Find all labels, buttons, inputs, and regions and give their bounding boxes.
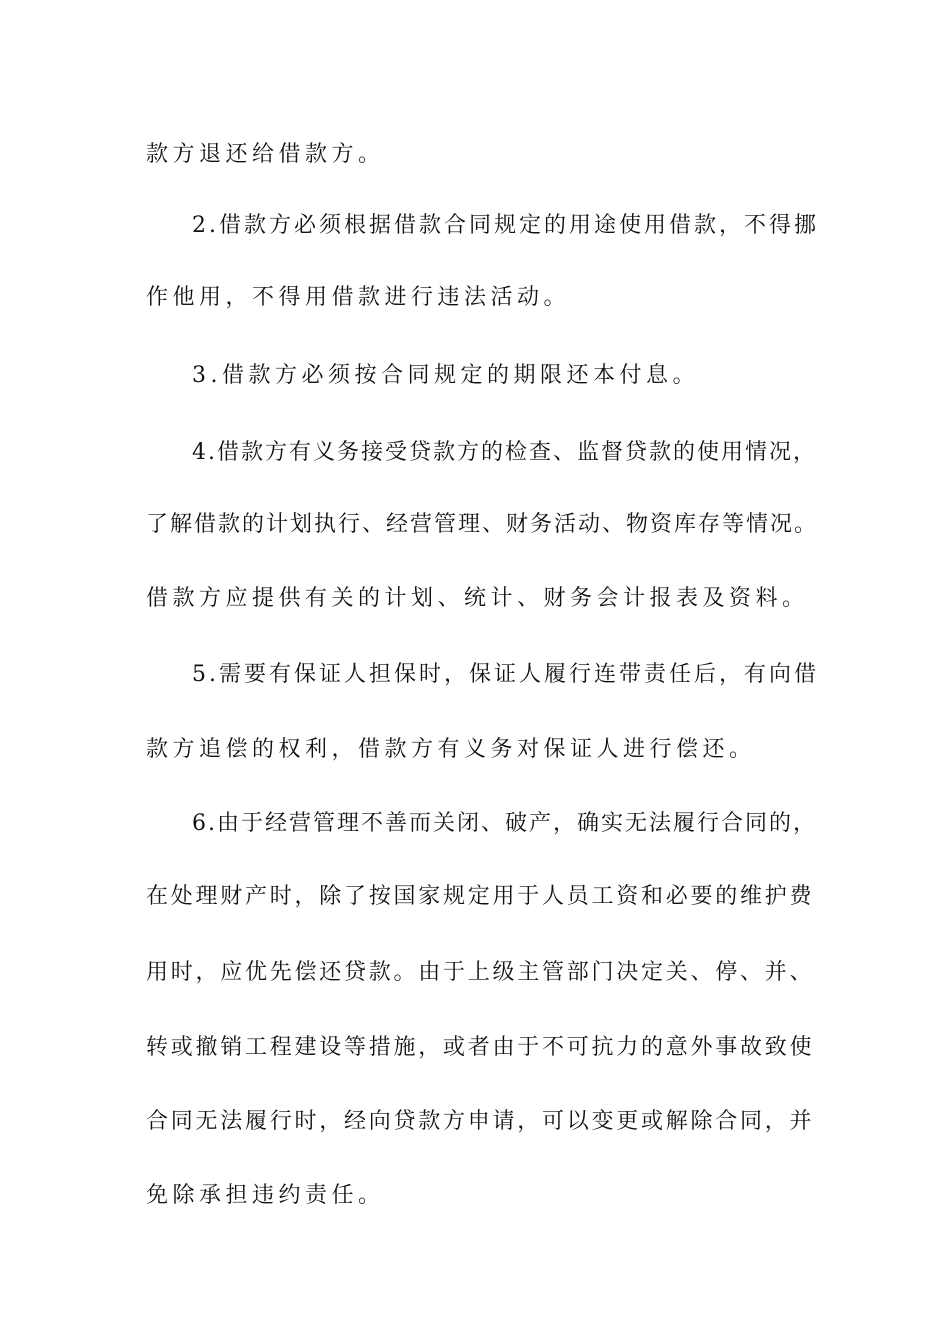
text-line: 款方退还给借款方。 bbox=[146, 142, 385, 167]
text-line: 在处理财产时，除了按国家规定用于人员工资和必要的维护费 bbox=[146, 884, 815, 909]
text-line: 作他用，不得用借款进行违法活动。 bbox=[146, 285, 571, 310]
clause-6-line: 6.由于经营管理不善而关闭、破产，确实无法履行合同的， bbox=[192, 811, 817, 836]
text-line: 款方追偿的权利，借款方有义务对保证人进行偿还。 bbox=[146, 737, 756, 762]
clause-2-line: 2.借款方必须根据借款合同规定的用途使用借款，不得挪 bbox=[192, 213, 819, 238]
text-line: 免除承担违约责任。 bbox=[146, 1183, 385, 1208]
clause-5-line: 5.需要有保证人担保时，保证人履行连带责任后，有向借 bbox=[192, 662, 819, 687]
clause-4-line: 4.借款方有义务接受贷款方的检查、监督贷款的使用情况， bbox=[192, 440, 817, 465]
text-line: 用时，应优先偿还贷款。由于上级主管部门决定关、停、并、 bbox=[146, 960, 815, 985]
text-line: 借款方应提供有关的计划、统计、财务会计报表及资料。 bbox=[146, 586, 809, 611]
text-line: 合同无法履行时，经向贷款方申请，可以变更或解除合同，并 bbox=[146, 1109, 815, 1134]
clause-3-line: 3.借款方必须按合同规定的期限还本付息。 bbox=[192, 363, 699, 388]
text-line: 转或撤销工程建设等措施，或者由于不可抗力的意外事故致使 bbox=[146, 1035, 815, 1060]
text-line: 了解借款的计划执行、经营管理、财务活动、物资库存等情况。 bbox=[146, 512, 819, 537]
